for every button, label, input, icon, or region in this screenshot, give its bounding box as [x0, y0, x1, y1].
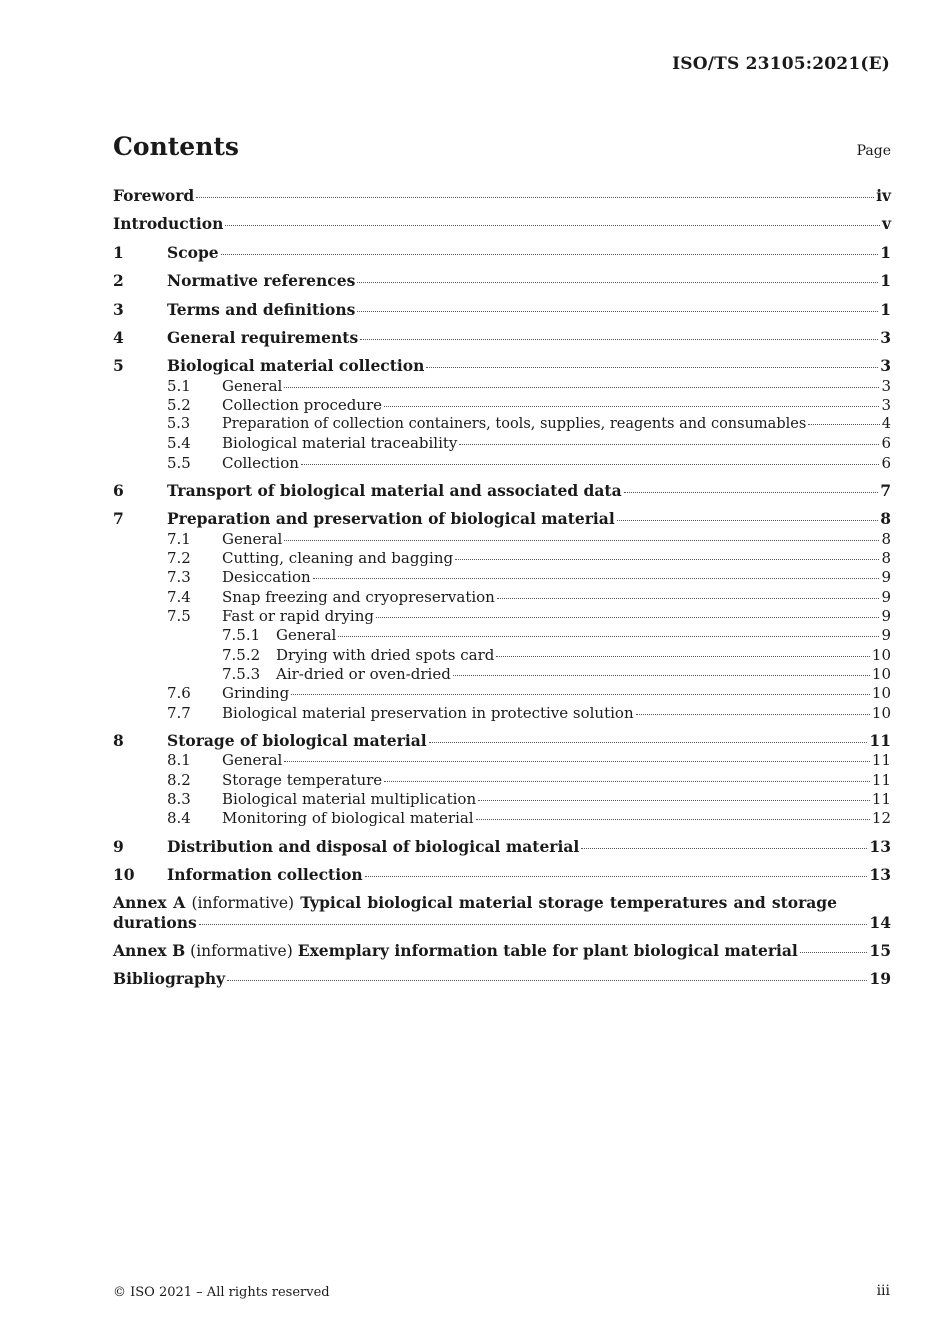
annex-label: Annex A [113, 893, 186, 912]
toc-entry-7-5[interactable] [113, 606, 891, 626]
toc-entry-bibliography[interactable] [113, 969, 891, 989]
toc-entry-8[interactable] [113, 731, 891, 751]
contents-title: Contents [113, 132, 240, 161]
dot-leader [196, 196, 874, 198]
toc-number: 7.3 [167, 568, 191, 586]
toc-number: 8.1 [167, 751, 191, 769]
toc-page: 19 [869, 969, 891, 988]
toc-title: Scope [167, 243, 219, 262]
toc-number: 2 [113, 271, 124, 290]
toc-page: 14 [869, 913, 891, 932]
toc-entry-7-4[interactable] [113, 587, 891, 607]
toc-page: 13 [869, 837, 891, 856]
toc-number: 8.2 [167, 771, 191, 789]
toc-title: Preparation of collection containers, tools, supplies, reagents and consumables [222, 416, 807, 432]
toc-entry-foreword[interactable] [113, 186, 891, 206]
toc-page: 10 [871, 665, 891, 683]
toc-number: 8.3 [167, 790, 191, 808]
toc-page: 9 [881, 568, 891, 586]
dot-leader [617, 519, 878, 521]
toc-page: 1 [880, 243, 891, 262]
toc-page: 3 [881, 396, 891, 414]
toc-entry-7-1[interactable] [113, 529, 891, 549]
annex-title-word: Typical [300, 893, 362, 912]
toc-number: 7.5.2 [222, 646, 261, 664]
dot-leader [221, 253, 879, 255]
toc-title: Transport of biological material and associated data [167, 481, 622, 500]
toc-entry-5-2[interactable] [113, 395, 891, 415]
toc-number: 7.7 [167, 704, 191, 722]
toc-number: 7.5.1 [222, 626, 261, 644]
toc-entry-5[interactable] [113, 356, 891, 376]
toc-page: 10 [871, 704, 891, 722]
toc-page: 15 [869, 941, 891, 960]
dot-leader [478, 799, 870, 801]
toc-page: 3 [880, 356, 891, 375]
dot-leader [301, 463, 880, 465]
dot-leader [808, 423, 880, 425]
toc-page: 3 [881, 377, 891, 395]
toc-title: General requirements [167, 328, 359, 347]
toc-page: 11 [871, 751, 891, 769]
toc-title: Desiccation [222, 568, 311, 586]
toc-title: durations [113, 913, 197, 932]
toc-page: 8 [880, 509, 891, 528]
annex-type: (informative) [191, 894, 295, 912]
toc-number: 7.5.3 [222, 665, 261, 683]
toc-number: 7.1 [167, 530, 191, 548]
toc-entry-6[interactable] [113, 481, 891, 501]
toc-page: 11 [871, 771, 891, 789]
toc-entry-7-5-2[interactable] [113, 645, 891, 665]
toc-title: Biological material preservation in protective solution [222, 704, 634, 722]
toc-title: Bibliography [113, 969, 226, 988]
toc-number: 7.6 [167, 684, 191, 702]
toc-title: Foreword [113, 186, 195, 205]
toc-entry-8-4[interactable] [113, 808, 891, 828]
toc-page: 6 [881, 434, 891, 452]
toc-entry-10[interactable] [113, 865, 891, 885]
toc-page: 1 [880, 300, 891, 319]
toc-number: 5.1 [167, 377, 191, 395]
annex-title-word: temperatures [609, 893, 728, 912]
dot-leader [496, 655, 870, 657]
toc-title: Storage of biological material [167, 731, 427, 750]
dot-leader [225, 224, 880, 226]
toc-entry-annex-a-line1[interactable] [113, 893, 837, 913]
toc-entry-7-7[interactable] [113, 703, 891, 723]
toc-number: 6 [113, 481, 124, 500]
toc-page: 9 [881, 607, 891, 625]
toc-title: Information collection [167, 865, 363, 884]
toc-number: 8.4 [167, 809, 191, 827]
dot-leader [459, 443, 879, 445]
toc-page: iv [876, 186, 891, 205]
toc-title: Snap freezing and cryopreservation [222, 588, 495, 606]
toc-entry-8-3[interactable] [113, 789, 891, 809]
annex-title-word: biological [367, 893, 453, 912]
toc-entry-3[interactable] [113, 300, 891, 320]
toc-page: 12 [871, 809, 891, 827]
dot-leader [453, 674, 870, 676]
dot-leader [284, 386, 879, 388]
toc-title: Biological material multiplication [222, 790, 477, 808]
annex-title-word: material [458, 893, 533, 912]
dot-leader [636, 713, 870, 715]
toc-page: 13 [869, 865, 891, 884]
toc-entry-5-3[interactable] [113, 414, 891, 434]
toc-title: Introduction [113, 214, 224, 233]
toc-entry-7-5-3[interactable] [113, 664, 891, 684]
toc-number: 3 [113, 300, 124, 319]
toc-entry-annex-a-line2[interactable] [113, 913, 891, 933]
toc-entry-7-6[interactable] [113, 683, 891, 703]
dot-leader [291, 693, 870, 695]
toc-title: Terms and definitions [167, 300, 356, 319]
dot-leader [384, 780, 870, 782]
dot-leader [227, 979, 867, 981]
toc-number: 7.2 [167, 549, 191, 567]
toc-number: 5 [113, 356, 124, 375]
dot-leader [284, 539, 879, 541]
toc-number: 7.4 [167, 588, 191, 606]
toc-page: 11 [871, 790, 891, 808]
toc-number: 5.3 [167, 416, 191, 432]
toc-page: v [881, 214, 891, 233]
toc-title: Drying with dried spots card [276, 646, 495, 664]
toc-title: Monitoring of biological material [222, 809, 474, 827]
toc-number: 4 [113, 328, 124, 347]
toc-title: General [222, 377, 283, 395]
toc-page: 11 [869, 731, 891, 750]
dot-leader [357, 281, 878, 283]
toc-number: 7 [113, 509, 124, 528]
toc-page: 1 [880, 271, 891, 290]
toc-title: Biological material collection [167, 356, 425, 375]
toc-page: 7 [880, 481, 891, 500]
dot-leader [581, 847, 867, 849]
toc-entry-5-4[interactable] [113, 433, 891, 453]
toc-title: Collection [222, 454, 299, 472]
annex-title-word: storage [538, 893, 604, 912]
toc-page: 4 [881, 416, 891, 432]
annex-title-word: storage [771, 893, 838, 912]
dot-leader [800, 951, 868, 953]
toc-page: 8 [881, 530, 891, 548]
dot-leader [365, 875, 868, 877]
toc-entry-annex-b[interactable] [113, 941, 891, 961]
toc-number: 10 [113, 865, 135, 884]
toc-entry-7-2[interactable] [113, 548, 891, 568]
toc-entry-5-5[interactable] [113, 453, 891, 473]
toc-page: 3 [880, 328, 891, 347]
dot-leader [199, 923, 868, 925]
toc-title: General [276, 626, 337, 644]
toc-number: 5.5 [167, 454, 191, 472]
toc-title: Air-dried or oven-dried [276, 665, 451, 683]
toc-number: 7.5 [167, 607, 191, 625]
toc-title: Preparation and preservation of biological material [167, 509, 615, 528]
dot-leader [384, 405, 879, 407]
toc-page: 6 [881, 454, 891, 472]
toc-entry-1[interactable] [113, 243, 891, 263]
toc-entry-8-2[interactable] [113, 770, 891, 790]
toc-number: 9 [113, 837, 124, 856]
toc-title: General [222, 751, 283, 769]
dot-leader [476, 818, 870, 820]
toc-entry-5-1[interactable] [113, 376, 891, 396]
toc-entry-9[interactable] [113, 837, 891, 857]
toc-entry-7[interactable] [113, 509, 891, 529]
dot-leader [376, 616, 879, 618]
toc-page: 9 [881, 588, 891, 606]
annex-type: (informative) [190, 942, 293, 960]
dot-leader [338, 635, 879, 637]
toc-entry-4[interactable] [113, 328, 891, 348]
toc-title: General [222, 530, 283, 548]
toc-page: 10 [871, 646, 891, 664]
toc-entry-7-3[interactable] [113, 567, 891, 587]
toc-title: Fast or rapid drying [222, 607, 374, 625]
toc-title: Normative references [167, 271, 356, 290]
toc-page: 8 [881, 549, 891, 567]
dot-leader [357, 310, 878, 312]
toc-page: 9 [881, 626, 891, 644]
copyright-notice: © ISO 2021 – All rights reserved [113, 1285, 330, 1300]
dot-leader [455, 558, 879, 560]
dot-leader [360, 338, 878, 340]
toc-title: Cutting, cleaning and bagging [222, 549, 454, 567]
page-column-label: Page [856, 143, 891, 159]
dot-leader [313, 577, 880, 579]
toc-number: 8 [113, 731, 124, 750]
annex-label: Annex B [113, 941, 186, 960]
toc-title: Storage temperature [222, 771, 383, 789]
toc-number: 5.2 [167, 396, 191, 414]
dot-leader [497, 597, 880, 599]
toc-number: 1 [113, 243, 124, 262]
contents-heading-row [113, 132, 891, 161]
toc-entry-8-1[interactable] [113, 750, 891, 770]
dot-leader [429, 741, 868, 743]
page-number: iii [876, 1283, 890, 1299]
toc-title: Collection procedure [222, 396, 383, 414]
document-id: ISO/TS 23105:2021(E) [672, 54, 890, 74]
toc-number: 5.4 [167, 434, 191, 452]
dot-leader [284, 760, 870, 762]
toc-entry-2[interactable] [113, 271, 891, 291]
toc-title: Biological material traceability [222, 434, 458, 452]
toc-title: Grinding [222, 684, 290, 702]
toc-page: 10 [871, 684, 891, 702]
dot-leader [624, 491, 879, 493]
toc-title: Exemplary information table for plant biological material [297, 941, 798, 960]
toc-title: Distribution and disposal of biological material [167, 837, 580, 856]
annex-title-word: and [733, 893, 766, 912]
dot-leader [426, 366, 878, 368]
toc-entry-introduction[interactable] [113, 214, 891, 234]
toc-entry-7-5-1[interactable] [113, 625, 891, 645]
